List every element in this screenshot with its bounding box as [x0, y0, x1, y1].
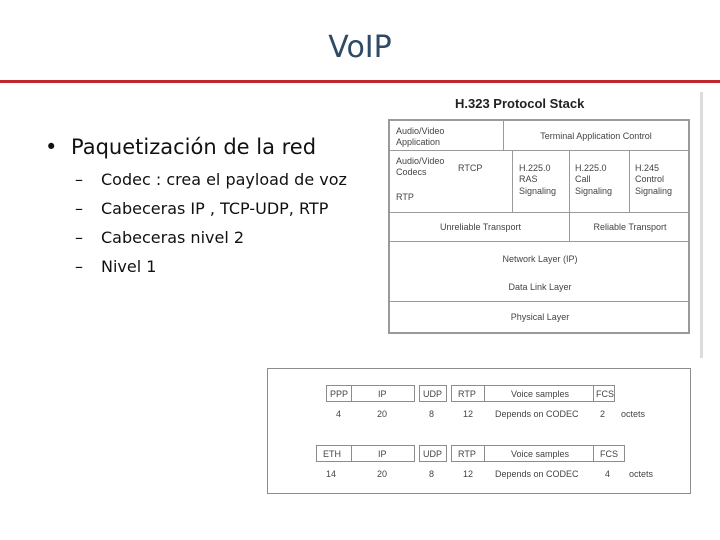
title-divider [0, 80, 720, 83]
ip-header-label: IP [378, 449, 387, 459]
ip-header-cell [351, 385, 415, 402]
terminal-application-cell [503, 120, 689, 151]
ip-header-label: IP [378, 389, 387, 399]
ras-line1: H.225.0 [519, 163, 551, 173]
rtcp-label: RTCP [458, 163, 483, 173]
bullet-text: Paquetización de la red [71, 135, 317, 159]
rtp-header-label: RTP [458, 449, 476, 459]
rtp-header-cell [451, 385, 485, 402]
rtp-size: 12 [463, 469, 474, 479]
fcs-label: FCS [600, 449, 618, 459]
physical-layer-cell [389, 301, 689, 333]
unreliable-transport-cell [389, 212, 570, 242]
bullet-item [45, 135, 347, 159]
voice-size: Depends on CODEC [495, 409, 579, 419]
fcs-size: 4 [605, 469, 611, 479]
udp-size: 8 [429, 469, 435, 479]
voice-samples-label: Voice samples [511, 449, 570, 459]
rtp-header-label: RTP [458, 389, 476, 399]
call-signaling-cell [569, 150, 630, 213]
units-label: octets [629, 469, 654, 479]
sub-item-text: Cabeceras IP , TCP-UDP, RTP [101, 199, 329, 218]
dash-icon: – [75, 257, 83, 276]
h323-diagram-title: H.323 Protocol Stack [455, 96, 585, 111]
sub-item [75, 194, 347, 223]
ppp-header-cell [326, 385, 352, 402]
rtp-header-cell [451, 445, 485, 462]
sub-item-text: Codec : crea el payload de voz [101, 170, 347, 189]
h323-protocol-stack [388, 119, 690, 334]
eth-header-label: ETH [323, 449, 341, 459]
image-edge-shadow [700, 92, 703, 358]
fcs-cell [593, 445, 625, 462]
bullet-list [45, 135, 347, 281]
codecs-rtcp-rtp-cell [389, 150, 513, 213]
network-layer-label: Network Layer (IP) [502, 254, 578, 264]
network-datalink-cell [389, 241, 689, 302]
sub-item-text: Nivel 1 [101, 257, 157, 276]
fcs-label: FCS [596, 389, 614, 399]
udp-header-cell [419, 385, 447, 402]
terminal-application-label: Terminal Application Control [540, 131, 652, 141]
call-line1: H.225.0 [575, 163, 607, 173]
bullet-dot-icon: • [45, 135, 58, 159]
ras-signaling-cell [512, 150, 570, 213]
dash-icon: – [75, 170, 83, 189]
dash-icon: – [75, 228, 83, 247]
av-application-line1: Audio/Video [396, 126, 445, 136]
control-line3: Signaling [635, 186, 673, 196]
udp-header-cell [419, 445, 447, 462]
unreliable-transport-label: Unreliable Transport [439, 222, 522, 232]
av-application-cell [389, 120, 504, 151]
fcs-size: 2 [600, 409, 606, 419]
voice-size: Depends on CODEC [495, 469, 579, 479]
ip-size: 20 [377, 409, 388, 419]
ppp-header-label: PPP [330, 389, 349, 399]
av-application-line2: Application [396, 137, 441, 147]
sub-item [75, 165, 347, 194]
ppp-size: 4 [336, 409, 342, 419]
control-line1: H.245 [635, 163, 660, 173]
av-codecs-line2: Codecs [396, 167, 427, 177]
fcs-cell [593, 385, 615, 402]
physical-layer-label: Physical Layer [510, 312, 570, 322]
control-line2: Control [635, 174, 665, 184]
dash-icon: – [75, 199, 83, 218]
rtp-label: RTP [396, 192, 414, 202]
voice-samples-cell [484, 445, 594, 462]
udp-size: 8 [429, 409, 435, 419]
ip-size: 20 [377, 469, 388, 479]
units-label: octets [621, 409, 646, 419]
sub-item [75, 252, 347, 281]
voice-samples-label: Voice samples [511, 389, 570, 399]
av-codecs-line1: Audio/Video [396, 156, 445, 166]
call-line2: Call [575, 174, 591, 184]
ras-line3: Signaling [519, 186, 557, 196]
sub-item [75, 223, 347, 252]
reliable-transport-label: Reliable Transport [593, 222, 667, 232]
call-line3: Signaling [575, 186, 613, 196]
sub-item-text: Cabeceras nivel 2 [101, 228, 245, 247]
rtp-size: 12 [463, 409, 474, 419]
control-signaling-cell [629, 150, 689, 213]
udp-header-label: UDP [423, 449, 443, 459]
udp-header-label: UDP [423, 389, 443, 399]
eth-size: 14 [326, 469, 337, 479]
ras-line2: RAS [519, 174, 538, 184]
sub-list [75, 165, 347, 281]
packet-format-diagram [267, 368, 691, 494]
eth-header-cell [316, 445, 352, 462]
voice-samples-cell [484, 385, 594, 402]
ip-header-cell [351, 445, 415, 462]
datalink-layer-label: Data Link Layer [508, 282, 572, 292]
slide-title: VoIP [328, 30, 392, 65]
reliable-transport-cell [569, 212, 689, 242]
